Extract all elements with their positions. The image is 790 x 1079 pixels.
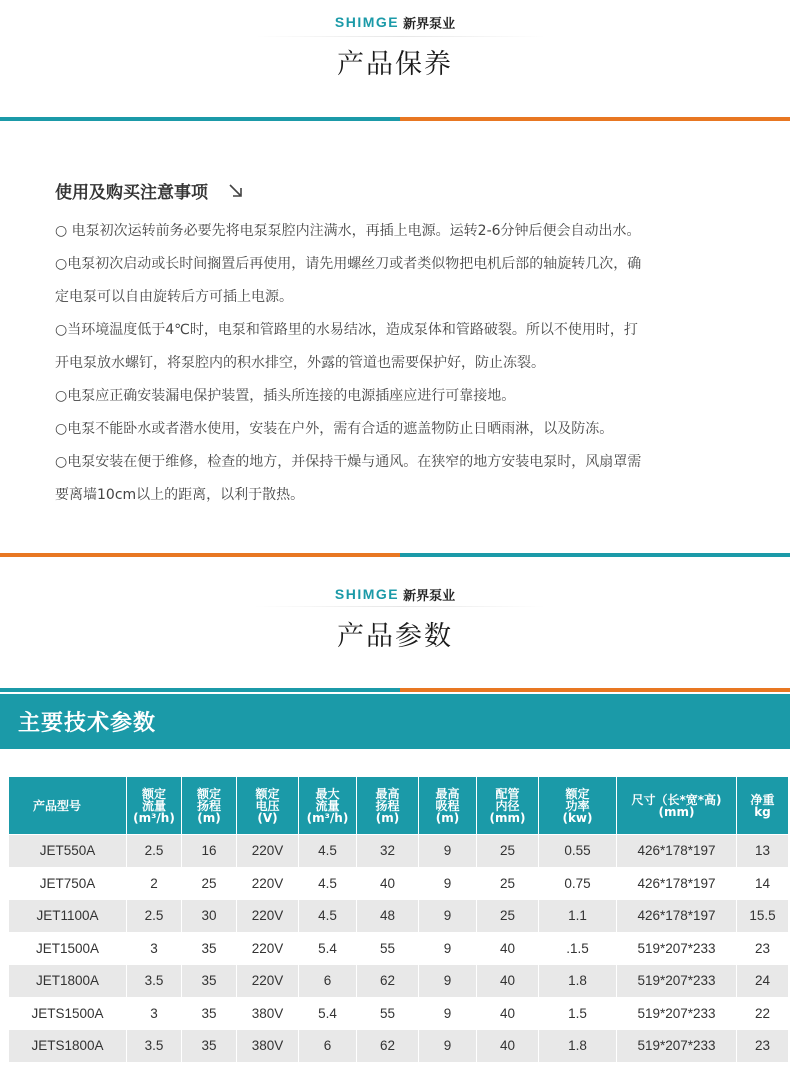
table-cell: 9 bbox=[419, 932, 477, 965]
notice-line: ○当环境温度低于4℃时，电泵和管路里的水易结冰，造成泵体和管路破裂。所以不使用时，打 bbox=[55, 322, 638, 338]
table-cell: 35 bbox=[182, 997, 237, 1030]
table-cell: 25 bbox=[477, 900, 539, 933]
divider-stripe bbox=[0, 553, 790, 557]
header-text: 电压 bbox=[255, 798, 280, 813]
table-cell: 519*207*233 bbox=[617, 1030, 737, 1063]
table-cell: 2.5 bbox=[127, 835, 182, 868]
table-cell: JET1800A bbox=[9, 965, 127, 998]
notice-heading-text: 使用及购买注意事项 bbox=[55, 183, 208, 203]
header-text: 额定 bbox=[255, 786, 280, 801]
brand-logo-top bbox=[0, 12, 790, 32]
table-cell: 1.5 bbox=[539, 997, 617, 1030]
notice-list bbox=[55, 215, 745, 512]
tech-params-title: 主要技术参数 bbox=[18, 711, 157, 736]
table-cell: 14 bbox=[737, 867, 789, 900]
table-header-cell bbox=[737, 777, 789, 835]
section-title-params: 产品参数 bbox=[337, 621, 453, 652]
table-cell: 519*207*233 bbox=[617, 965, 737, 998]
brand-name-cn: 新界泵业 bbox=[403, 588, 456, 604]
header-text: 流量 bbox=[141, 798, 166, 813]
table-cell: 4.5 bbox=[299, 900, 357, 933]
header-text: 配管 bbox=[495, 786, 520, 801]
notice-line: ○电泵不能卧水或者潜水使用，安装在户外，需有合适的遮盖物防止日晒雨淋，以及防冻。 bbox=[55, 421, 614, 437]
table-cell: 0.55 bbox=[539, 835, 617, 868]
table-cell: JETS1500A bbox=[9, 997, 127, 1030]
table-cell: 9 bbox=[419, 900, 477, 933]
header-text: 额定 bbox=[141, 786, 166, 801]
divider-stripe bbox=[0, 117, 790, 121]
table-header-cell bbox=[357, 777, 419, 835]
header-text: (m) bbox=[435, 810, 460, 825]
table-header-cell bbox=[477, 777, 539, 835]
notice-line: 要离墙10cm以上的距离，以利于散热。 bbox=[55, 487, 305, 503]
table-cell: 40 bbox=[477, 932, 539, 965]
table-header-cell bbox=[9, 777, 127, 835]
header-text: (V) bbox=[257, 810, 278, 825]
table-cell: 35 bbox=[182, 1030, 237, 1063]
header-text: (kw) bbox=[562, 810, 593, 825]
header-text: (mm) bbox=[658, 804, 695, 819]
table-cell: 15.5 bbox=[737, 900, 789, 933]
notice-line: 开电泵放水螺钉，将泵腔内的积水排空，外露的管道也需要保护好，防止冻裂。 bbox=[55, 355, 545, 371]
table-cell: 9 bbox=[419, 965, 477, 998]
table-cell: 1.8 bbox=[539, 965, 617, 998]
table-cell: 25 bbox=[477, 835, 539, 868]
notice-line: ○电泵安装在便于维修，检查的地方，并保持干燥与通风。在狭窄的地方安装电泵时，风扇罩需 bbox=[55, 454, 642, 470]
table-cell: 62 bbox=[357, 1030, 419, 1063]
table-cell: 1.1 bbox=[539, 900, 617, 933]
brand-name-cn: 新界泵业 bbox=[403, 16, 456, 32]
table-header-cell bbox=[539, 777, 617, 835]
table-cell: 25 bbox=[477, 867, 539, 900]
table-cell: 35 bbox=[182, 932, 237, 965]
arrow-down-right-icon bbox=[228, 183, 244, 199]
header-text: 流量 bbox=[315, 798, 340, 813]
brand-name-en: SHIMGE bbox=[334, 14, 400, 30]
header-text: 功率 bbox=[565, 798, 590, 813]
table-cell: 4.5 bbox=[299, 867, 357, 900]
table-cell: 426*178*197 bbox=[617, 867, 737, 900]
header-text: (mm) bbox=[489, 810, 526, 825]
header-text: 最高 bbox=[375, 786, 400, 801]
header-text: 最大 bbox=[315, 786, 340, 801]
table-cell: 9 bbox=[419, 997, 477, 1030]
table-row bbox=[9, 1030, 789, 1063]
table-row bbox=[9, 900, 789, 933]
table-row bbox=[9, 965, 789, 998]
header-text: (m³/h) bbox=[306, 810, 349, 825]
table-cell: 4.5 bbox=[299, 835, 357, 868]
table-cell: 9 bbox=[419, 835, 477, 868]
table-cell: 220V bbox=[237, 867, 299, 900]
table-cell: 2 bbox=[127, 867, 182, 900]
table-cell: 5.4 bbox=[299, 997, 357, 1030]
table-cell: 5.4 bbox=[299, 932, 357, 965]
table-header-cell bbox=[127, 777, 182, 835]
table-cell: 2.5 bbox=[127, 900, 182, 933]
table-cell: 220V bbox=[237, 965, 299, 998]
table-header-cell bbox=[299, 777, 357, 835]
table-cell: 32 bbox=[357, 835, 419, 868]
header-text: 扬程 bbox=[196, 798, 221, 813]
notice-line: ○电泵初次启动或长时间搁置后再使用，请先用螺丝刀或者类似物把电机后部的轴旋转几次，确 bbox=[55, 256, 642, 272]
table-header-cell bbox=[419, 777, 477, 835]
table-cell: 48 bbox=[357, 900, 419, 933]
table-cell: 6 bbox=[299, 1030, 357, 1063]
table-cell: JET550A bbox=[9, 835, 127, 868]
table-cell: 9 bbox=[419, 1030, 477, 1063]
header-text: 尺寸（长*宽*高) bbox=[631, 792, 722, 807]
table-header-row bbox=[9, 777, 789, 835]
table-cell: 380V bbox=[237, 997, 299, 1030]
table-cell: 220V bbox=[237, 932, 299, 965]
table-cell: 23 bbox=[737, 932, 789, 965]
table-cell: 22 bbox=[737, 997, 789, 1030]
table-cell: JET750A bbox=[9, 867, 127, 900]
header-text: 扬程 bbox=[375, 798, 400, 813]
table-cell: JETS1800A bbox=[9, 1030, 127, 1063]
tech-params-bar bbox=[0, 694, 790, 749]
notice-line: 定电泵可以自由旋转后方可插上电源。 bbox=[55, 289, 293, 305]
table-cell: 1.8 bbox=[539, 1030, 617, 1063]
table-body bbox=[9, 835, 789, 1063]
table-cell: 16 bbox=[182, 835, 237, 868]
header-text: 额定 bbox=[196, 786, 221, 801]
table-cell: 3.5 bbox=[127, 965, 182, 998]
table-cell: 3.5 bbox=[127, 1030, 182, 1063]
table-cell: 62 bbox=[357, 965, 419, 998]
table-cell: 426*178*197 bbox=[617, 835, 737, 868]
table-header-cell bbox=[182, 777, 237, 835]
table-cell: 23 bbox=[737, 1030, 789, 1063]
notice-line: ○ 电泵初次运转前务必要先将电泵泵腔内注满水，再插上电源。运转2-6分钟后便会自动出水。 bbox=[55, 223, 641, 239]
table-row bbox=[9, 997, 789, 1030]
table-cell: 519*207*233 bbox=[617, 932, 737, 965]
table-cell: 426*178*197 bbox=[617, 900, 737, 933]
table-cell: 13 bbox=[737, 835, 789, 868]
table-cell: 40 bbox=[357, 867, 419, 900]
table-cell: 220V bbox=[237, 835, 299, 868]
header-text: 额定 bbox=[565, 786, 590, 801]
table-cell: 24 bbox=[737, 965, 789, 998]
table-cell: 40 bbox=[477, 1030, 539, 1063]
header-text: (m) bbox=[197, 810, 221, 825]
table-cell: 519*207*233 bbox=[617, 997, 737, 1030]
table-cell: 380V bbox=[237, 1030, 299, 1063]
table-cell: 6 bbox=[299, 965, 357, 998]
divider-stripe bbox=[0, 688, 790, 692]
table-cell: JET1100A bbox=[9, 900, 127, 933]
notice-heading bbox=[55, 178, 244, 203]
table-cell: 0.75 bbox=[539, 867, 617, 900]
table-cell: .1.5 bbox=[539, 932, 617, 965]
table-cell: 25 bbox=[182, 867, 237, 900]
table-cell: 3 bbox=[127, 932, 182, 965]
title-rule bbox=[255, 36, 545, 37]
header-text: 净重 bbox=[750, 792, 775, 807]
notice-line: ○电泵应正确安装漏电保护装置，插头所连接的电源插座应进行可靠接地。 bbox=[55, 388, 516, 404]
header-text: 吸程 bbox=[435, 798, 460, 813]
table-cell: 30 bbox=[182, 900, 237, 933]
table-cell: 35 bbox=[182, 965, 237, 998]
table-row bbox=[9, 867, 789, 900]
table-cell: 40 bbox=[477, 997, 539, 1030]
table-header-cell bbox=[237, 777, 299, 835]
brand-name-en: SHIMGE bbox=[334, 586, 400, 602]
table-cell: 55 bbox=[357, 932, 419, 965]
table-cell: JET1500A bbox=[9, 932, 127, 965]
header-text: (m) bbox=[375, 810, 400, 825]
table-cell: 9 bbox=[419, 867, 477, 900]
header-text: (m³/h) bbox=[133, 810, 175, 825]
table-cell: 40 bbox=[477, 965, 539, 998]
title-rule bbox=[255, 606, 545, 607]
table-cell: 220V bbox=[237, 900, 299, 933]
header-text: kg bbox=[754, 804, 771, 819]
brand-logo-params bbox=[0, 584, 790, 604]
header-text: 内径 bbox=[495, 798, 520, 813]
table-row bbox=[9, 835, 789, 868]
table-row bbox=[9, 932, 789, 965]
section-title-maintenance: 产品保养 bbox=[337, 49, 453, 80]
table-header-cell bbox=[617, 777, 737, 835]
spec-table bbox=[8, 776, 788, 1063]
header-text: 产品型号 bbox=[33, 798, 82, 813]
header-text: 最高 bbox=[435, 786, 460, 801]
table-cell: 55 bbox=[357, 997, 419, 1030]
table-cell: 3 bbox=[127, 997, 182, 1030]
